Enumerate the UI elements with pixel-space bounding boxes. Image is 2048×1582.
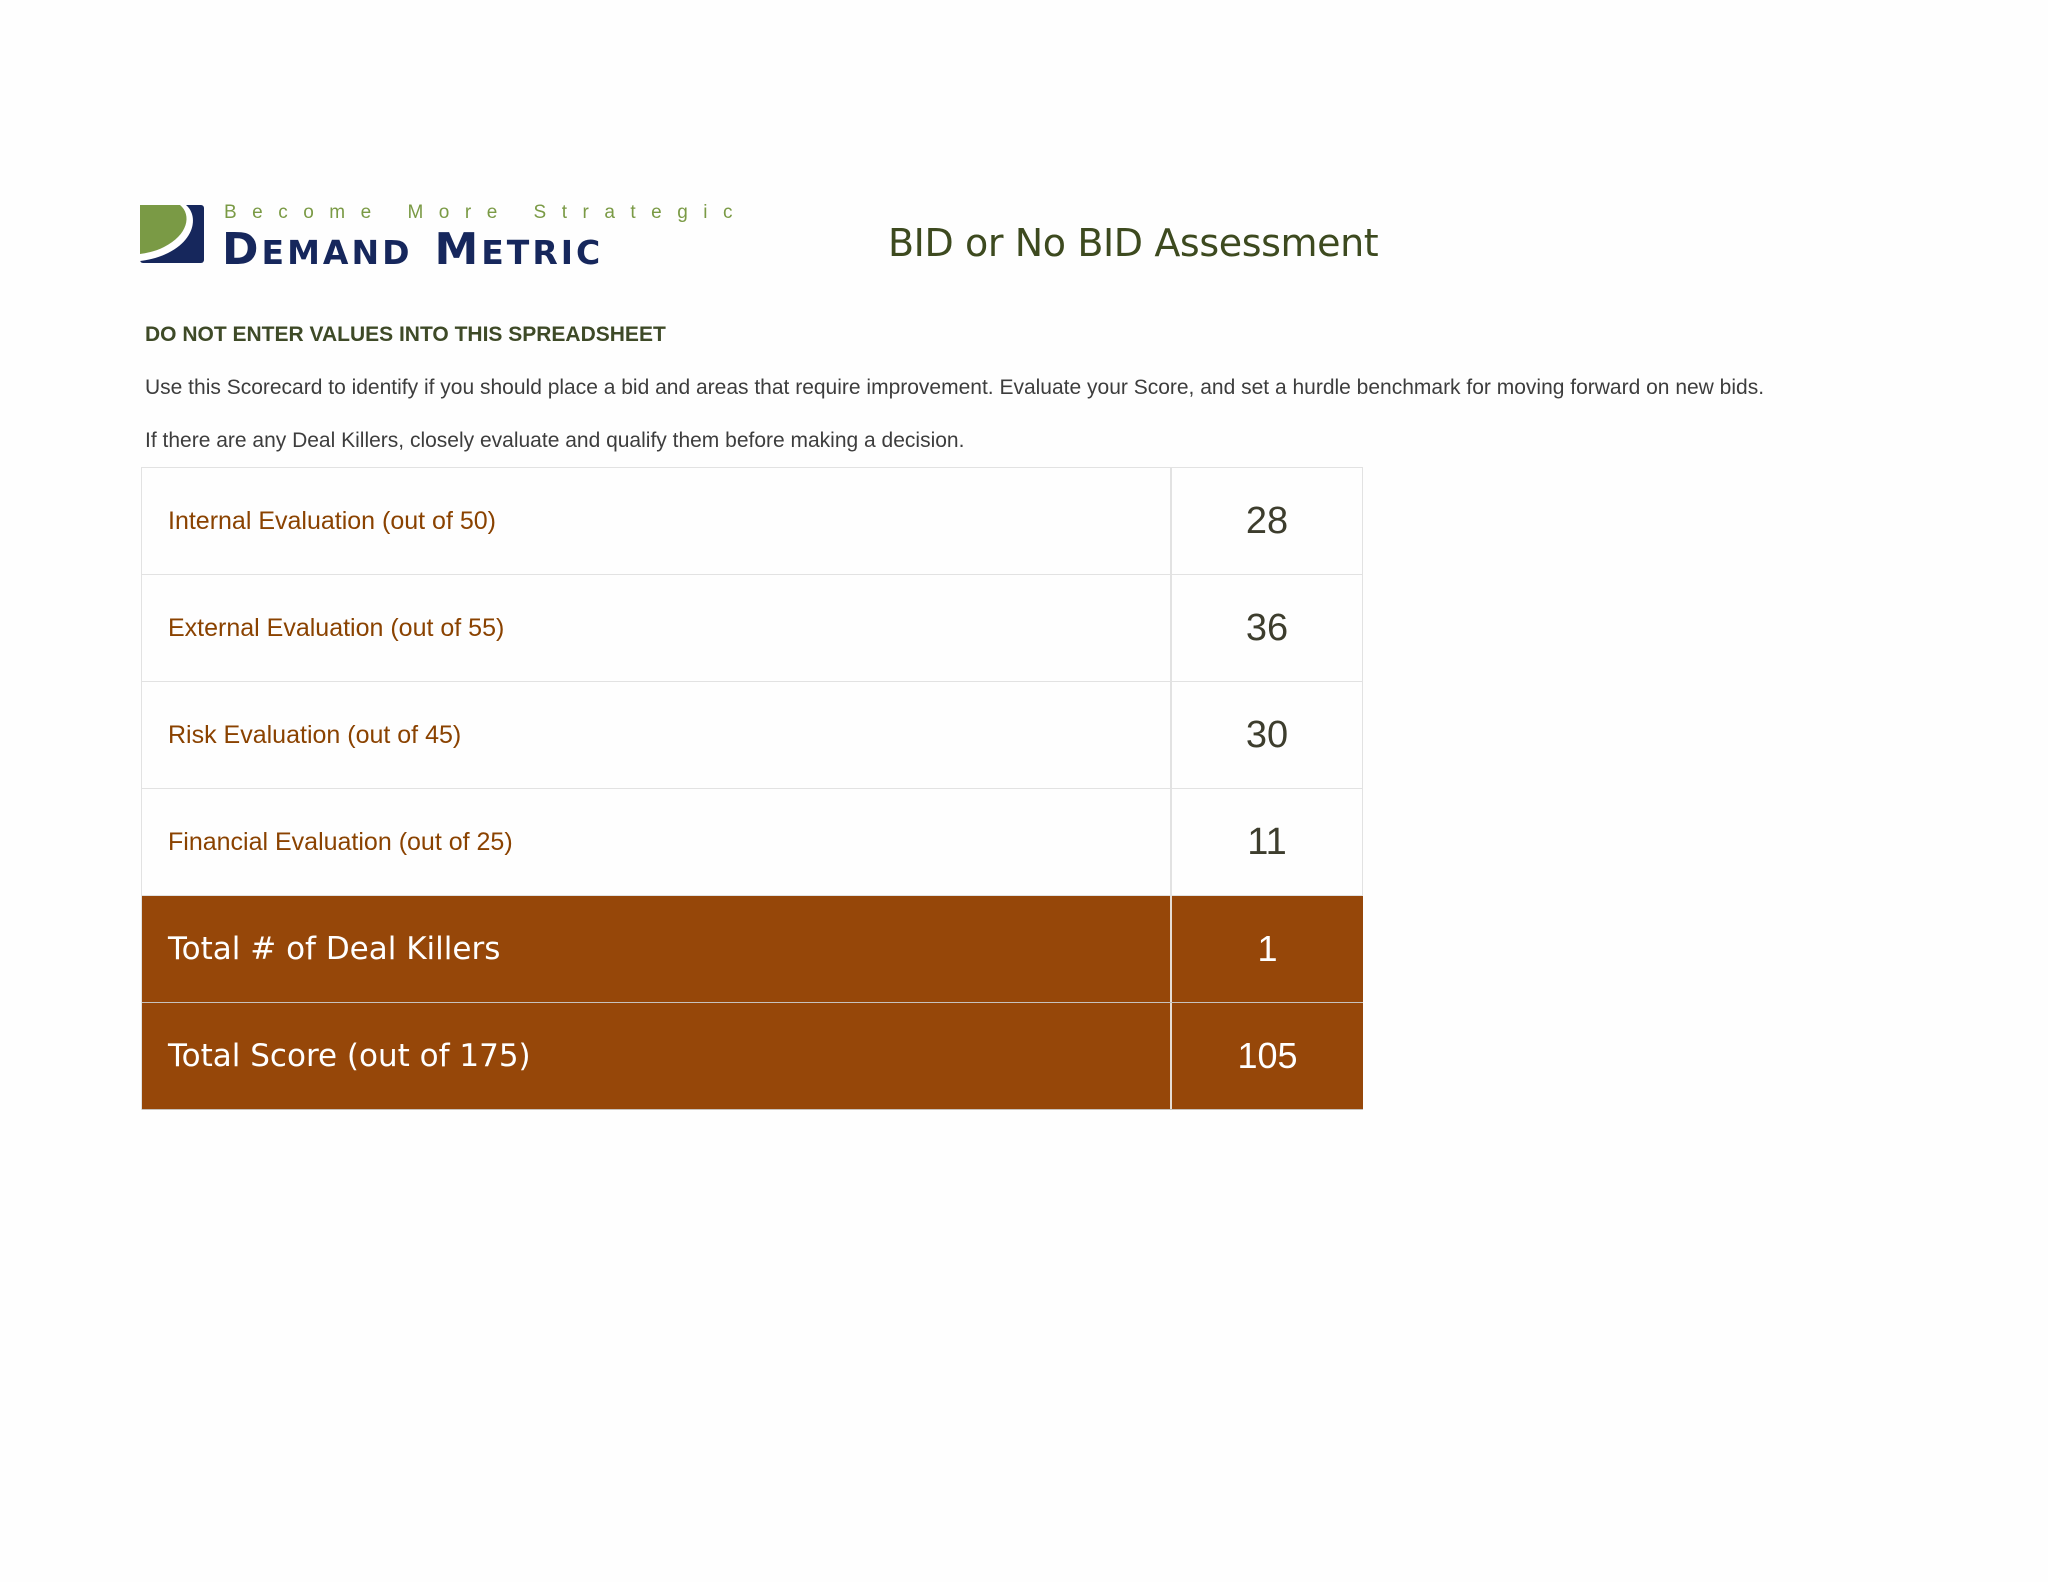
deal-killer-note: If there are any Deal Killers, closely evaluate and qualify them before making a decision.	[145, 429, 965, 452]
row-value: 30	[1172, 682, 1363, 788]
deal-killers-total-row	[142, 896, 1363, 1003]
total-score-row	[142, 1003, 1363, 1110]
logo-mark-icon	[140, 205, 204, 263]
scorecard-table	[141, 467, 1363, 1110]
logo-name-initial-1: D	[222, 224, 262, 275]
total-label: Total Score (out of 175)	[142, 1003, 1172, 1109]
logo-name-rest-1: EMAND	[261, 233, 413, 272]
row-value: 11	[1172, 789, 1363, 895]
row-label: Internal Evaluation (out of 50)	[142, 468, 1172, 574]
row-label: Risk Evaluation (out of 45)	[142, 682, 1172, 788]
total-value: 105	[1237, 1035, 1298, 1076]
warning-text: DO NOT ENTER VALUES INTO THIS SPREADSHEET	[145, 323, 666, 346]
row-value: 36	[1172, 575, 1363, 681]
row-label: External Evaluation (out of 55)	[142, 575, 1172, 681]
logo-name-initial-2: M	[434, 224, 482, 275]
total-value: 1	[1257, 928, 1278, 969]
intro-text: Use this Scorecard to identify if you should place a bid and areas that require improvement. Evaluate your Score, and set a hurdle benchmark for moving forward on new bids.	[145, 376, 1765, 399]
table-row	[142, 682, 1363, 789]
row-label: Financial Evaluation (out of 25)	[142, 789, 1172, 895]
logo-name-rest-2: ETRIC	[481, 233, 604, 272]
logo-tagline: Become More Strategic	[224, 202, 749, 223]
total-label: Total # of Deal Killers	[142, 896, 1172, 1002]
logo-name	[222, 224, 604, 275]
table-row	[142, 468, 1363, 575]
table-row	[142, 575, 1363, 682]
page-title: BID or No BID Assessment	[888, 221, 1379, 265]
demand-metric-logo	[140, 200, 749, 275]
table-row	[142, 789, 1363, 896]
row-value: 28	[1172, 468, 1363, 574]
